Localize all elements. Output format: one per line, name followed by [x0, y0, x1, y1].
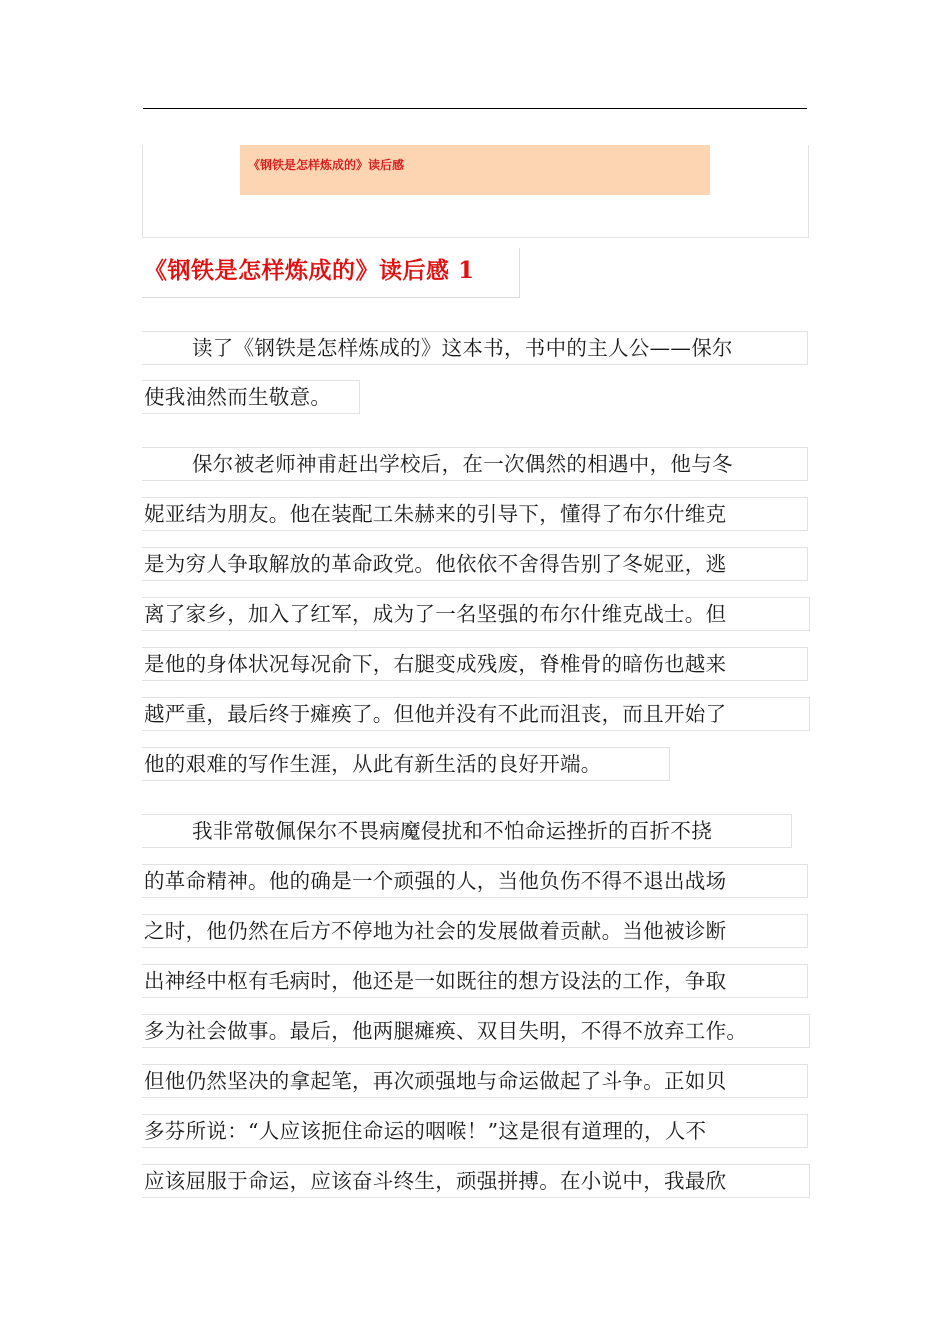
text-line: 的革命精神。他的确是一个顽强的人，当他负伤不得不退出战场 — [144, 869, 727, 893]
text-line: 多芬所说：“人应该扼住命运的咽喉！”这是很有道理的，人不 — [144, 1119, 707, 1143]
text-line: 我非常敬佩保尔不畏病魔侵扰和不怕命运挫折的百折不挠 — [192, 819, 712, 843]
page-title: 《钢铁是怎样炼成的》读后感 1 — [144, 257, 475, 284]
text-line: 保尔被老师神甫赶出学校后，在一次偶然的相遇中，他与冬 — [192, 452, 733, 476]
text-line: 越严重，最后终于瘫痪了。但他并没有不此而沮丧，而且开始了 — [144, 702, 727, 726]
text-line: 多为社会做事。最后，他两腿瘫痪、双目失明，不得不放弃工作。 — [144, 1019, 748, 1043]
text-line: 他的艰难的写作生涯，从此有新生活的良好开端。 — [144, 752, 602, 776]
text-line: 妮亚结为朋友。他在装配工朱赫来的引导下，懂得了布尔什维克 — [144, 502, 727, 526]
banner-title: 《钢铁是怎样炼成的》读后感 — [248, 158, 405, 172]
text-line: 应该屈服于命运，应该奋斗终生，顽强拼搏。在小说中，我最欣 — [144, 1169, 727, 1193]
header-rule — [143, 108, 807, 109]
text-line: 是为穷人争取解放的革命政党。他依依不舍得告别了冬妮亚，逃 — [144, 552, 727, 576]
text-line: 离了家乡，加入了红军，成为了一名坚强的布尔什维克战士。但 — [144, 602, 727, 626]
title-box — [142, 248, 520, 298]
header-banner — [240, 145, 710, 195]
text-line: 使我油然而生敬意。 — [144, 385, 332, 409]
text-line: 出神经中枢有毛病时，他还是一如既往的想方设法的工作，争取 — [144, 969, 727, 993]
text-line: 但他仍然坚决的拿起笔，再次顽强地与命运做起了斗争。正如贝 — [144, 1069, 727, 1093]
text-line: 是他的身体状况每况俞下，右腿变成残废，脊椎骨的暗伤也越来 — [144, 652, 727, 676]
text-line: 读了《钢铁是怎样炼成的》这本书，书中的主人公——保尔 — [192, 336, 733, 360]
text-line: 之时，他仍然在后方不停地为社会的发展做着贡献。当他被诊断 — [144, 919, 727, 943]
